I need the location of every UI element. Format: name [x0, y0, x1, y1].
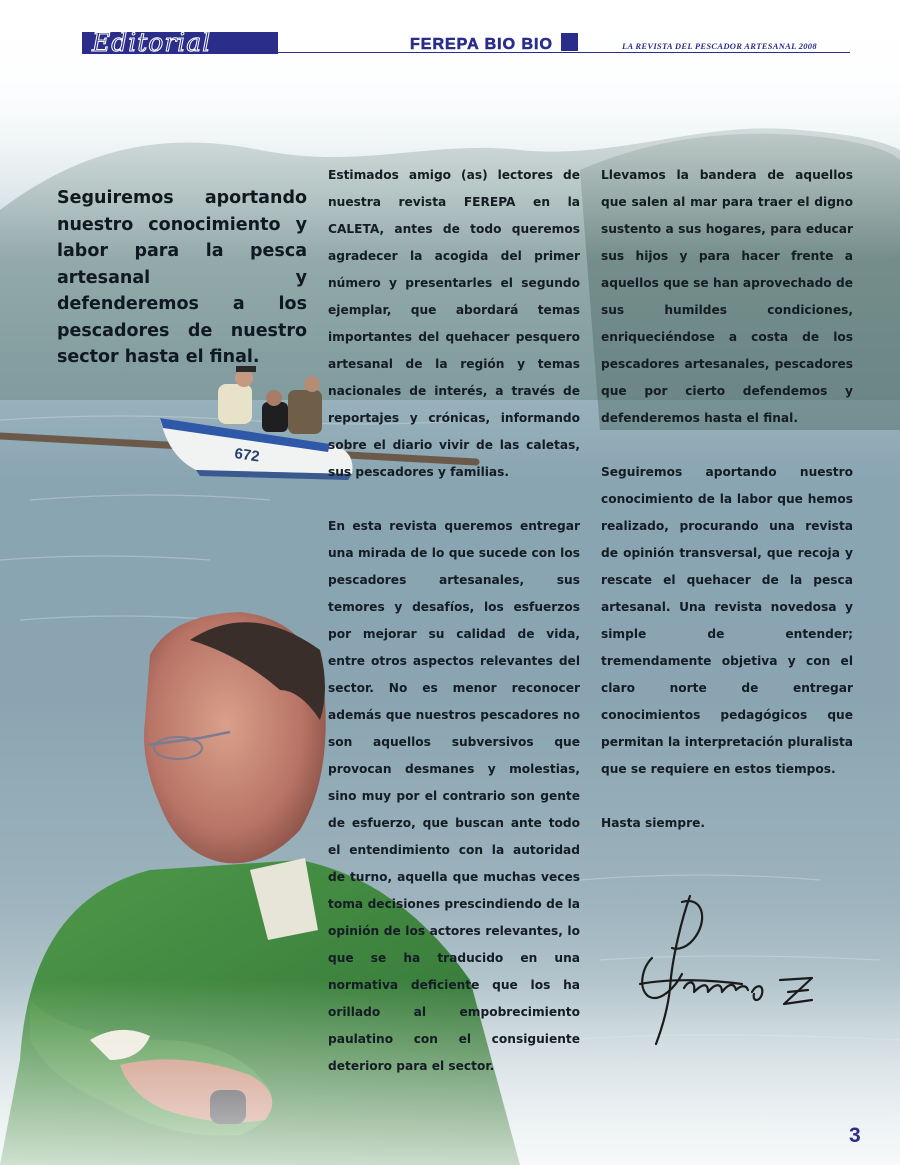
magazine-tagline: LA REVISTA DEL PESCADOR ARTESANAL 2008	[622, 41, 817, 51]
pull-quote: Seguiremos aportando nuestro conocimiento y labor para la pesca artesanal y defenderemos a los pescadores de nuestro sector hasta el final.	[57, 188, 307, 367]
closing-line: Hasta siempre.	[601, 816, 705, 830]
section-title: Editorial	[92, 28, 212, 57]
column-left	[328, 162, 580, 1080]
signature	[612, 888, 832, 1048]
section-header	[82, 28, 278, 57]
brand-square	[561, 33, 578, 51]
page-number: 3	[849, 1124, 861, 1147]
header-rule	[278, 52, 850, 53]
paragraph: Llevamos la bandera de aquellos que salen al mar para traer el digno sustento a sus hogares, para educar sus hijos y para hacer frente a aquellos que se han aprovechado de sus humildes condiciones, enriqueciéndose a costa de los pescadores artesanales, pescadores que por cierto defendemos y defenderemos hasta el final.	[601, 168, 853, 425]
column-right	[601, 162, 853, 837]
paragraph: Estimados amigo (as) lectores de nuestra revista FEREPA en la CALETA, antes de todo queremos agradecer la acogida del primer número y presentarles el segundo ejemplar, que abordará temas importantes del quehacer pesquero artesanal de la región y temas nacionales de interés, a través de reportajes y crónicas, informando sobre el diario vivir de las caletas, sus pescadores y familias.	[328, 168, 580, 479]
brand-name: FEREPA BIO BIO	[410, 36, 553, 53]
paragraph: En esta revista queremos entregar una mirada de lo que sucede con los pescadores artesanales, sus temores y desafíos, los esfuerzos por mejorar su calidad de vida, entre otros aspectos relevantes del sector. No es menor reconocer además que nuestros pescadores no son aquellos subversivos que provocan desmanes y molestias, sino muy por el contrario son gente de esfuerzo, que buscan ante todo el entendimiento con la autoridad de turno, aquella que muchas veces toma decisiones prescindiendo de la opinión de los actores relevantes, lo que se ha traducido en una normativa deficiente que los ha orillado al empobrecimiento paulatino con el consiguiente deterioro para el sector.	[328, 519, 580, 1073]
paragraph: Seguiremos aportando nuestro conocimiento de la labor que hemos realizado, procurando una revista de opinión transversal, que recoja y rescate el quehacer de la pesca artesanal. Una revista novedosa y simple de entender; tremendamente objetiva y con el claro norte de entregar conocimientos pedagógicos que permitan la interpretación pluralista que se requiere en estos tiempos.	[601, 465, 853, 776]
svg-text:672: 672	[233, 445, 261, 466]
